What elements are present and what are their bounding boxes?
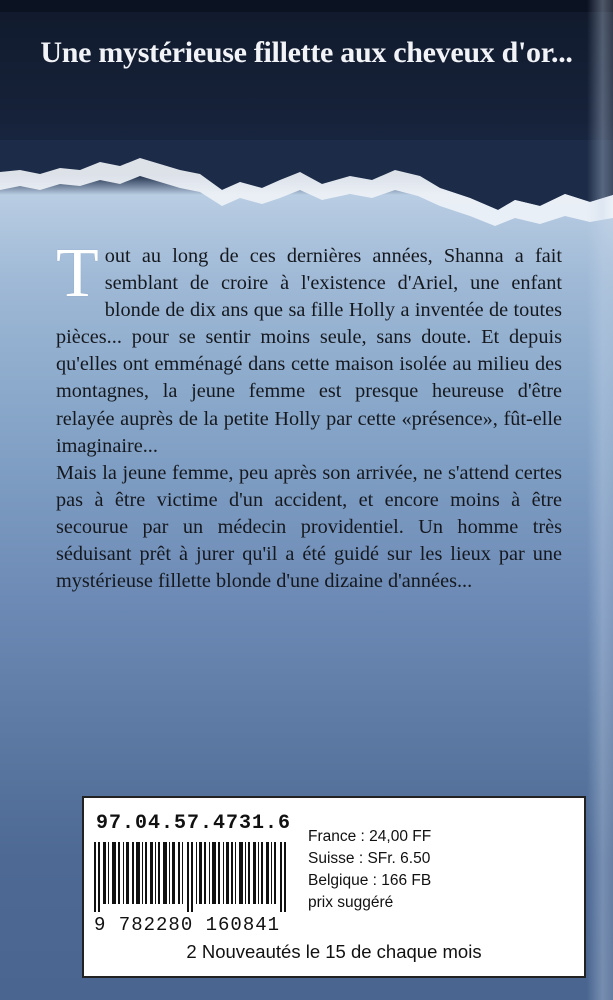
paragraph-1-text: out au long de ces dernières années, Shanna a fait semblant de croire à l'existence d'Ariel, une enfant blonde de dix ans que sa fille Holly a inventée de toutes pièces... pour se sentir moins seule, sans doute. Et depuis qu'elles ont emménagé dans cette maison isolée au milieu des montagnes, la jeune femme est presque heureuse d'être relayée auprès de la petite Holly par cette «présence», fût-elle imaginaire... (56, 245, 562, 457)
isbn-number: 97.04.57.4731.6 (96, 812, 292, 835)
blurb-text (56, 235, 562, 595)
ean-number: 9 782280 160841 (94, 914, 281, 936)
price-belgique: Belgique : 166 FB (308, 872, 432, 889)
top-stripe (0, 0, 613, 12)
release-notice: 2 Nouveautés le 15 de chaque mois (186, 941, 482, 962)
price-list (308, 826, 431, 914)
price-box (82, 796, 586, 978)
drop-cap: T (56, 235, 99, 312)
price-france: France : 24,00 FF (308, 828, 432, 845)
blurb-paragraph-2: Mais la jeune femme, peu après son arrivée, ne s'attend certes pas à être victime d'un accident, et encore moins à être secourue par un médecin providentiel. Un homme très séduisant prêt à jurer qu'il a été guidé sur les lieux par une mystérieuse fillette blonde d'une dizaine d'années... (56, 461, 562, 593)
blurb-paragraph-1 (56, 235, 562, 460)
spine-fold (587, 0, 613, 1000)
torn-paper-edge (0, 140, 613, 230)
barcode-icon (94, 842, 290, 912)
tagline: Une mystérieuse fillette aux cheveux d'or... (40, 36, 573, 69)
price-note: prix suggéré (308, 894, 394, 911)
price-suisse: Suisse : SFr. 6.50 (308, 850, 431, 867)
